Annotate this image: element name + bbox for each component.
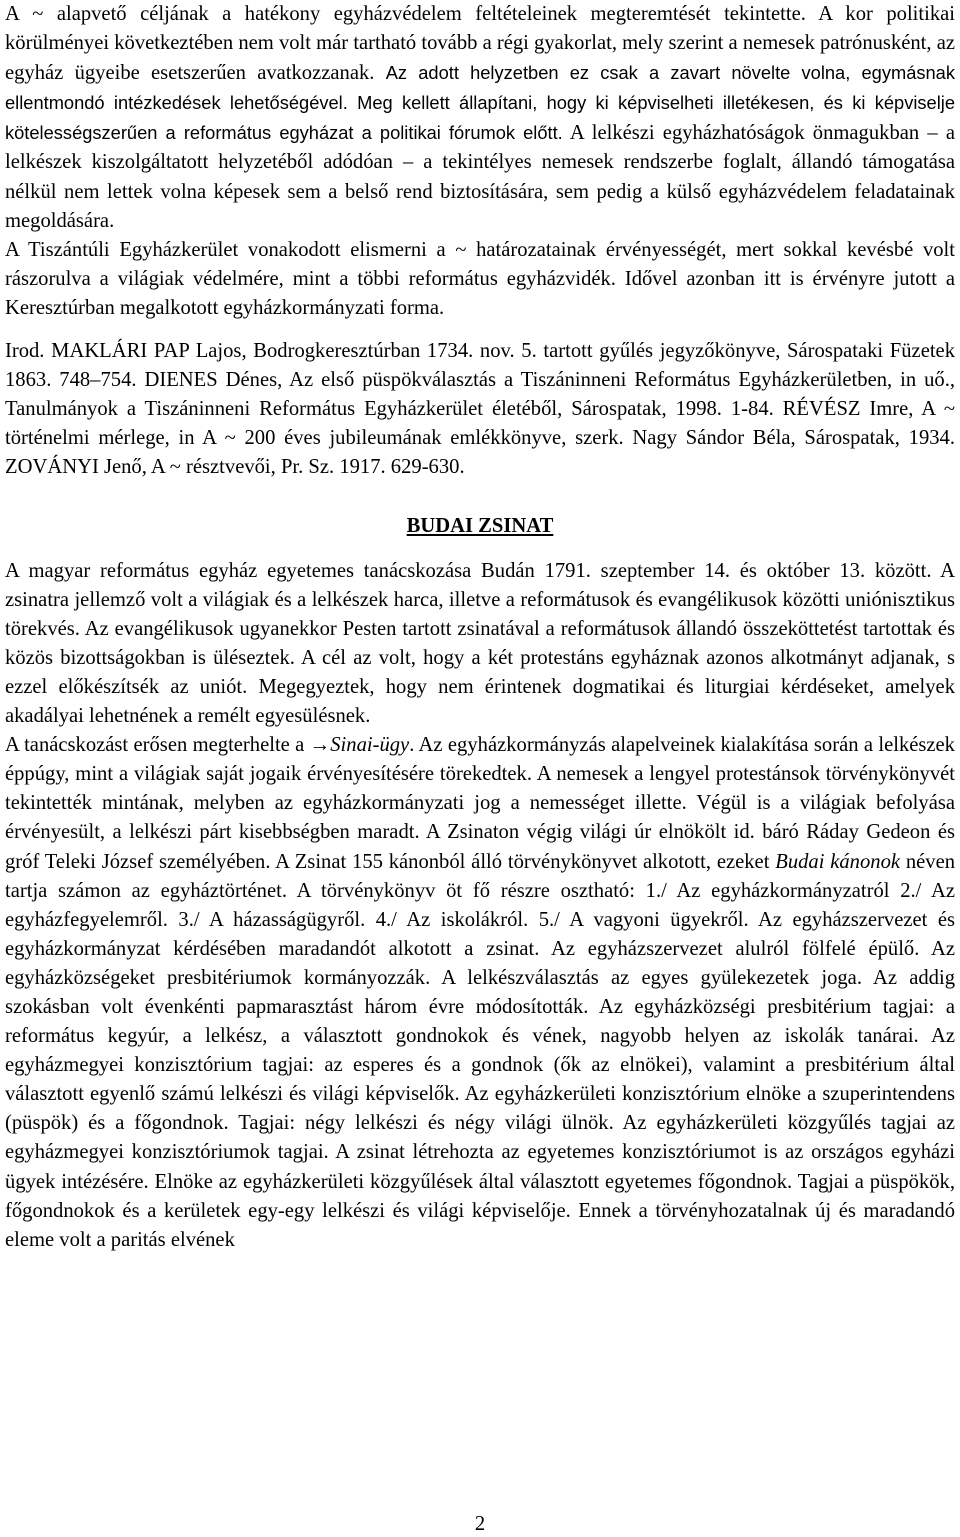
spacer [5,483,955,512]
intro-paragraph [5,0,955,236]
section-p2-post-a: . Az egyházkormányzás alapelveinek kialakítása során a lelkészek éppúgy, mint a világiak saját jogaik érvényesítésére törekedtek. A nemesek a lengyel protestánsok törvénykönyvét tekintették mintának, melyben az egyházkormányzati jog a nemességet illette. Végül is a világiak befolyása érvényesült, a lelkészi párt kisebbségben maradt. A Zsinaton végig világi úr elnökölt id. báró Ráday Gedeon és gróf Teleki József személyében. A Zsinat 155 kánonból álló törvénykönyvet alkotott, ezeket [5,734,955,873]
spacer [5,323,955,337]
references-paragraph: Irod. MAKLÁRI PAP Lajos, Bodrogkeresztúrban 1734. nov. 5. tartott gyűlés jegyzőkönyve, Sárospataki Füzetek 1863. 748–754. DIENES Dénes, Az első püspökválasztás a Tiszáninneni Református Egyházkerületben, in uő., Tanulmányok a Tiszáninneni Református Egyházkerület életéből, Sárospatak, 1998. 1-84. RÉVÉSZ Imre, A ~ történelmi mérlege, in A ~ 200 éves jubileumának emlékkönyve, szerk. Nagy Sándor Béla, Sárospatak, 1934. ZOVÁNYI Jenő, A ~ résztvevői, Pr. Sz. 1917. 629-630. [5,340,955,479]
document-page [5,0,955,1255]
spacer [5,541,955,557]
section-p2-pre: A tanácskozást erősen megterhelte a [5,734,310,757]
section-paragraph-2 [5,731,955,1255]
section-p2-post-b: néven tartja számon az egyháztörténet. A törvénykönyv öt fő részre osztható: 1./ Az egyházkormányzatról 2./ Az egyházfegyelemről. 3./ A házasságügyről. 4./ Az iskolákról. 5./ A vagyoni ügyekről. Az egyházszervezet és egyházkormányzat kérdésében maradandót alkotott a zsinat. Az egyházszervezet alulról fölfelé épülő. Az egyházközségeket presbitériumok kormányozzák. A lelkészválasztás az egyes gyülekezetek joga. Az addig szokásban volt évenkénti papmarasztást három évre módosították. Az egyházközségi presbitérium tagjai: a református kegyúr, a lelkész, a választott gondnokok és vének, nagyobb helyen az iskolák tanárai. Az egyházmegyei konzisztórium tagjai: az esperes és a gondnok (ők az elnökei), valamint a presbitérium által választott egyenlő számú lelkészi és világi képviselők. Az egyházkerületi konzisztórium elnöke a szuperintendens (püspök) és a főgondnok. Tagjai: négy lelkészi és négy világi ülnök. Az egyházkerületi közgyűlés tagjai az egyházmegyei konzisztóriumok tagjai. A zsinat létrehozta az egyetemes konzisztóriumot is az országos egyházi ügyek intézésére. Elnöke az egyházkerületi közgyűlések által választott egyetemes főgondnok. Tagjai a püspökök, főgondnokok és a kerületek egy-egy lelkészi és világi képviselője. Ennek a törvényhozatalnak új és maradandó eleme volt a paritás elvének [5,850,956,1251]
intro-paragraph-2: A Tiszántúli Egyházkerület vonakodott elismerni a ~ határozatainak érvényességét, mert sokkal kevésbé volt rászorulva a világiak védelmére, mint a többi református egyházvidék. Idővel azonban itt is érvényre jutott a Keresztúrban megalkotott egyházkormányzati forma. [5,238,955,319]
budai-kanonok-term: Budai kánonok [775,850,901,873]
page-number: 2 [474,1513,486,1535]
intro-text-b-sans: Az adott helyzetben ez csak a zavart növelte volna, egymásnak ellentmondó intézkedések lehetőségével. Meg kellett állapítani, hogy ki képviselheti illetékesen, és ki képviselje kötelességszerűen a református egyházat a politikai fórumok előtt. [5,62,955,144]
sinai-ugy-link[interactable]: →Sinai-ügy [309,734,410,757]
section-paragraph-1: A magyar református egyház egyetemes tanácskozása Budán 1791. szeptember 14. és október 13. között. A zsinatra jellemző volt a világiak és a lelkészek harca, illetve a reformátusok és evangélikusok közötti uniónisztikus törekvés. Az evangélikusok ugyanekkor Pesten tartott zsinatával a reformátusok állandó összeköttetést tartottak és közös bizottságokban is üléseztek. A cél az volt, hogy a két protestáns egyháznak azonos alkotmányt adjanak, s ezzel előkészítsék az uniót. Megegyeztek, hogy nem érintenek dogmatikai és liturgiai kérdéseket, amelyek akadályai lehetnének a remélt egyesülésnek. [5,559,955,728]
section-title: BUDAI ZSINAT [406,514,554,537]
intro-text-c: A lelkészi egyházhatóságok önmagukban – a lelkészek kiszolgáltatott helyzetéből adódóan – a tekintélyes nemesek rendszerbe foglalt, állandó támogatása nélkül nem lettek volna képesek sem a belső rend biztosítására, sem pedig a külső egyházvédelem feladatainak megoldására. [5,122,955,232]
intro-text-a: A ~ alapvető céljának a hatékony egyházvédelem feltételeinek megteremtését tekintette. A kor politikai körülményei következtében nem volt már tartható tovább a régi gyakorlat, mely szerint a nemesek patrónusként, az egyház ügyeibe esetszerűen avatkozzanak. [5,3,955,85]
